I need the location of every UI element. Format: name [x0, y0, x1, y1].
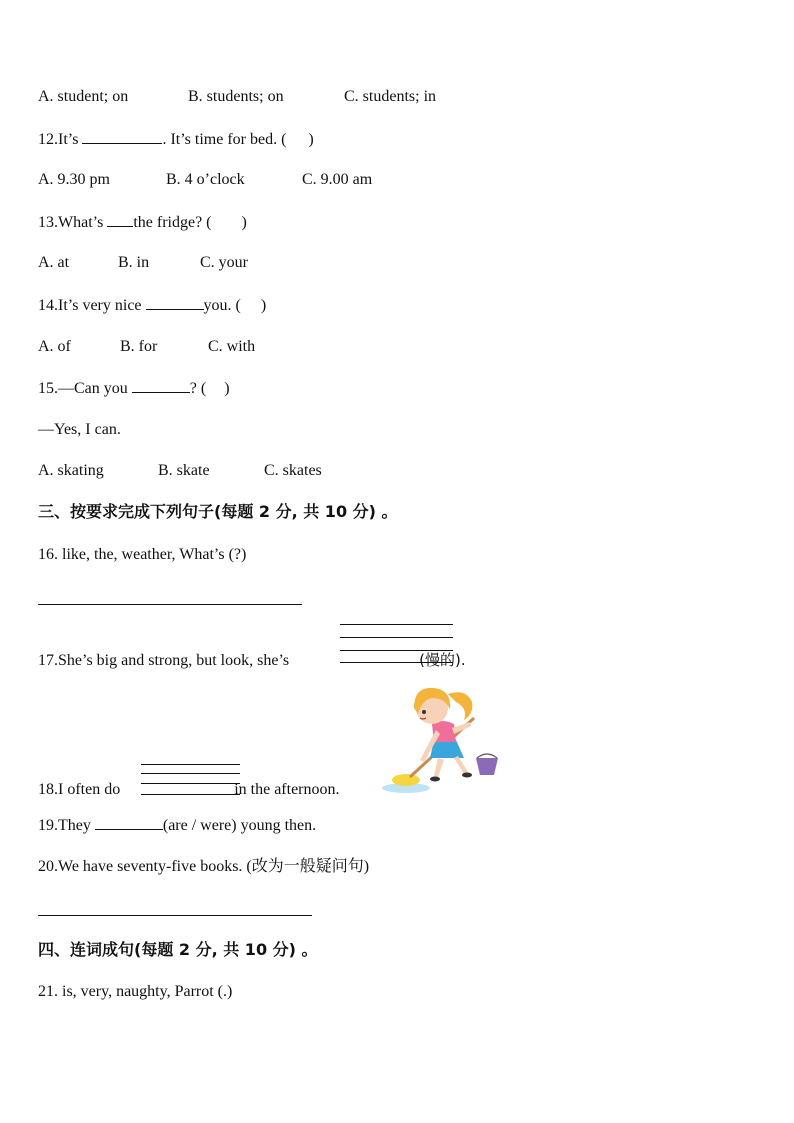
question-19 — [38, 815, 316, 836]
q13-option-c: C. your — [200, 254, 248, 271]
q12-text-post: . It’s time for bed. ( — [162, 131, 287, 148]
q13-option-b: B. in — [118, 254, 150, 271]
q19-text-post: (are / were) young then. — [162, 817, 317, 834]
q15-option-c: C. skates — [264, 462, 322, 479]
q13-text-post: the fridge? ( — [133, 214, 212, 231]
q19-text-pre: 19.They — [38, 817, 91, 834]
q12-paren-close: ) — [308, 131, 314, 148]
q13-paren-close: ) — [241, 214, 247, 231]
q15-text-post: ? ( — [189, 380, 207, 397]
q16-answer-line[interactable] — [38, 604, 302, 605]
q15-option-b: B. skate — [158, 462, 210, 479]
q15-text-pre: 15.—Can you — [38, 380, 128, 397]
question-14 — [38, 295, 266, 316]
q18-text-pre: 18.I often do — [38, 781, 121, 798]
question-17 — [38, 650, 466, 671]
q14-blank[interactable] — [146, 295, 204, 310]
q14-text-post: you. ( — [203, 297, 241, 314]
q12-text-pre: 12.It’s — [38, 131, 79, 148]
q11-option-c: C. students; in — [344, 88, 437, 105]
section-3-heading: 三、按要求完成下列句子(每题 2 分, 共 10 分) 。 — [38, 502, 398, 521]
q17-text-pre: 17.She’s big and strong, but look, she’s — [38, 652, 290, 669]
q14-option-b: B. for — [120, 338, 158, 355]
q20-answer-line[interactable] — [38, 915, 312, 916]
section-4-heading: 四、连词成句(每题 2 分, 共 10 分) 。 — [38, 940, 318, 959]
question-12 — [38, 129, 314, 150]
q13-blank[interactable] — [107, 212, 133, 227]
question-15 — [38, 378, 230, 399]
question-21: 21. is, very, naughty, Parrot (.) — [38, 983, 233, 1000]
q14-option-a: A. of — [38, 338, 71, 355]
q18-text-post: in the afternoon. — [234, 781, 340, 798]
question-20: 20.We have seventy-five books. (改为一般疑问句) — [38, 858, 370, 875]
q15-option-a: A. skating — [38, 462, 104, 479]
question-16: 16. like, the, weather, What’s (?) — [38, 546, 247, 563]
girl-mopping-icon — [376, 680, 506, 795]
q12-option-a: A. 9.30 pm — [38, 171, 110, 188]
q15-paren-close: ) — [224, 380, 230, 397]
q12-blank[interactable] — [82, 129, 162, 144]
q14-option-c: C. with — [208, 338, 256, 355]
q11-option-b: B. students; on — [188, 88, 284, 105]
q15-answer: —Yes, I can. — [38, 421, 121, 438]
question-13 — [38, 212, 247, 233]
q14-paren-close: ) — [260, 297, 267, 314]
q11-option-a: A. student; on — [38, 88, 129, 105]
q13-option-a: A. at — [38, 254, 70, 271]
q19-blank[interactable] — [95, 815, 163, 830]
q12-option-b: B. 4 o’clock — [166, 171, 245, 188]
question-18 — [38, 780, 340, 800]
q15-blank[interactable] — [132, 378, 190, 393]
q13-text-pre: 13.What’s — [38, 214, 104, 231]
q14-text-pre: 14.It’s very nice — [38, 297, 142, 314]
q17-hint: (慢的). — [419, 651, 466, 669]
q12-option-c: C. 9.00 am — [302, 171, 373, 188]
